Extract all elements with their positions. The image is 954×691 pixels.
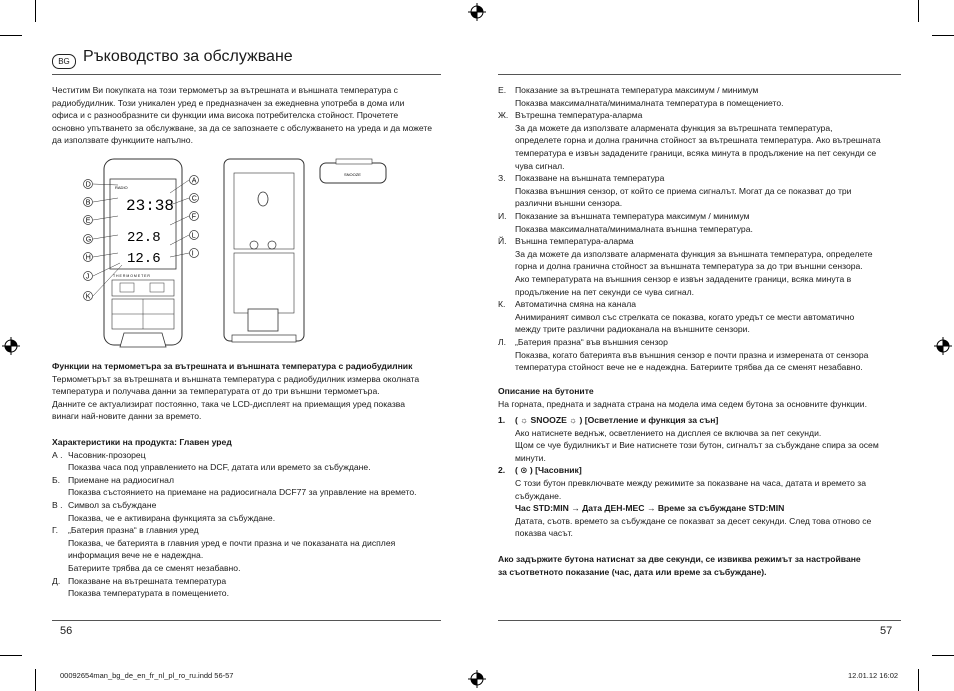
feature-desc: Ако температурата на външния сензор е извън зададените граници, всяка минута в <box>515 274 852 284</box>
feature-title: Показание за външната температура максимум / минимум <box>515 211 750 221</box>
buttons-intro: На горната, предната и задната страна на модела има седем бутона за основните функции. <box>498 398 867 409</box>
feature-desc: чува сигнал. <box>515 160 565 171</box>
file-slug: 00092654man_bg_de_en_fr_nl_pl_ro_ru.indd 56-57 <box>60 671 234 680</box>
feature-desc: Батериите трябва да се сменят незабавно. <box>68 563 241 573</box>
crop-mark <box>0 35 22 36</box>
label-left: K <box>85 293 91 301</box>
feature-title: „Батерия празна“ в главния уред <box>68 525 199 536</box>
feature-desc: За да можете да използвате алармената функция за външната температура, определете <box>515 248 873 259</box>
button2-desc: Датата, съотв. времето за събуждане се показват за десет секунди. След това отново се <box>515 515 872 526</box>
feature-letter: В . <box>52 500 63 510</box>
feature-title: Приемане на радиосигнал <box>68 474 174 485</box>
intro-line: радиобудилник. Този уникален уред е предназначен за ежедневна употреба в дома или <box>52 97 405 108</box>
brand-strip: T H E R M O M E T E R <box>113 274 150 278</box>
intro-line: основно упътването за обслужване, за да се запознаете с обслужването на уреда и да можете <box>52 122 433 133</box>
functions-line: Термометърът за вътрешната и външната температура с радиобудилник измерва околната <box>52 373 420 384</box>
feature-desc: Показва, че батерията в главния уред е почти празна и че показаната на дисплея <box>68 537 396 548</box>
feature-letter: А . <box>52 449 63 460</box>
label-right: L <box>191 232 196 240</box>
page-title: Ръководство за обслужване <box>83 48 293 65</box>
button2-number: 2. <box>498 465 506 476</box>
feature-letter: Ж. <box>498 110 509 121</box>
feature-desc: За да можете да използвате алармената функция за вътрешната температура, <box>515 122 833 133</box>
feature-letter: Й. <box>498 236 507 247</box>
registration-mark-icon <box>468 670 486 688</box>
functions-heading: Функции на термометъра за вътрешната и външната температура с радиобудилник <box>52 361 413 371</box>
label-left: E <box>85 217 91 225</box>
svg-text:RADIO: RADIO <box>115 185 128 190</box>
feature-title: Показване на външната температура <box>515 173 665 184</box>
button1-desc: минути. <box>515 452 546 463</box>
crop-mark <box>35 0 36 22</box>
feature-desc: горна и долна гранична стойност за външната температура за до три външни сензора. <box>515 261 863 272</box>
button2-title: ( ⊙ ) [Часовник] <box>515 465 582 476</box>
buttons-heading: Описание на бутоните <box>498 386 594 396</box>
feature-title: Часовник-прозорец <box>68 449 146 460</box>
feature-desc: Показва, когато батерията във външния сензор е почти празна и измерената от сензора <box>515 349 869 360</box>
label-left: D <box>85 181 91 189</box>
functions-line: Данните се актуализират постоянно, така че LCD-дисплеят на приемащия уред показва <box>52 398 406 409</box>
label-left: G <box>85 236 92 244</box>
feature-desc: Показва температурата в помещението. <box>68 588 229 599</box>
feature-letter: Г. <box>52 525 58 536</box>
back-unit <box>224 159 304 342</box>
button2-desc: С този бутон превключвате между режимите за показване на часа, датата и времето за <box>515 478 867 488</box>
intro-line: Честитим Ви покупката на този термометър за вътрешната и външната температура с <box>52 85 398 95</box>
features-heading: Характеристики на продукта: Главен уред <box>52 437 232 447</box>
feature-title: Автоматична смяна на канала <box>515 299 637 310</box>
feature-desc: информация вече не е надеждна. <box>68 550 204 561</box>
feature-letter: Б. <box>52 474 61 485</box>
label-left: J <box>85 273 90 281</box>
feature-letter: И. <box>498 211 507 221</box>
crop-mark <box>0 655 22 656</box>
feature-desc: Показва максималната/минималната външна температура. <box>515 223 753 234</box>
front-unit <box>104 159 182 347</box>
button2-sequence: Час STD:MIN → Дата ДЕН-МЕС → Време за събуждане STD:MIN <box>515 503 785 514</box>
feature-title: Външна температура-аларма <box>515 236 634 247</box>
crop-mark <box>918 669 919 691</box>
feature-letter: З. <box>498 173 506 184</box>
feature-desc: Показва, че е активирана функцията за събуждане. <box>68 512 276 523</box>
feature-title: „Батерия празна“ във външния сензор <box>515 337 668 347</box>
registration-mark-icon <box>2 337 20 355</box>
label-right: A <box>191 177 197 185</box>
feature-desc: Показва външния сензор, от който се приема сигналът. Могат да се показват до три <box>515 185 852 196</box>
feature-desc: Показва състоянието на приемане на радиосигнала DCF77 за управление на времето. <box>68 487 417 498</box>
button1-desc: Ако натиснете веднъж, осветлението на дисплея се включва за пет секунди. <box>515 427 822 438</box>
registration-mark-icon <box>468 3 486 21</box>
crop-mark <box>35 669 36 691</box>
label-right: F <box>191 213 197 221</box>
feature-title: Показване на вътрешната температура <box>68 575 227 586</box>
header-rule-left <box>52 74 441 75</box>
intro-line: офиса и с разнообразните си функции има висока потребителска стойност. Прочетете <box>52 110 399 121</box>
label-right: C <box>191 195 197 203</box>
button2-desc: показва часът. <box>515 528 573 539</box>
feature-title: Вътрешна температура-аларма <box>515 110 643 121</box>
language-badge: BG <box>52 54 76 69</box>
lcd-temp-in: 22.8 <box>127 230 161 246</box>
button1-title: ( ☼ SNOOZE ☼ ) [Осветление и функция за сън] <box>515 415 719 425</box>
feature-desc: продължение на пет секунди се чува сигнал. <box>515 286 695 297</box>
registration-mark-icon <box>934 337 952 355</box>
top-view <box>320 159 386 183</box>
snooze-label: SNOOZE <box>344 172 361 177</box>
label-left: B <box>85 199 91 207</box>
feature-desc: Показва максималната/минималната температура в помещението. <box>515 97 784 108</box>
feature-desc: различни външни сензора. <box>515 198 623 209</box>
feature-desc: температура е извън зададените граници, всяка минута в продължение на пет секунди се <box>515 148 877 158</box>
feature-desc: определете горна и долна гранична стойност за вътрешната температура. Ако вътрешната <box>515 135 881 146</box>
intro-line: да използвате функциите напълно. <box>52 135 193 146</box>
crop-mark <box>932 655 954 656</box>
page-number-right: 57 <box>880 625 893 637</box>
crop-mark <box>918 0 919 22</box>
functions-line: винаги най-новите данни за времето. <box>52 411 202 422</box>
feature-letter: К. <box>498 299 506 310</box>
label-right: I <box>191 250 194 258</box>
timestamp-slug: 12.01.12 16:02 <box>848 671 899 680</box>
feature-desc: между трите различни радиоканала на външните сензори. <box>515 324 750 335</box>
lcd-temp-out: 12.6 <box>127 251 161 267</box>
feature-desc: Показва часа под управлението на DCF, датата или времето за събуждане. <box>68 462 371 473</box>
crop-mark <box>932 35 954 36</box>
feature-title: Символ за събуждане <box>68 500 157 510</box>
functions-line: температура и получава данни за температурата от до три външни термометъра. <box>52 386 380 397</box>
feature-title: Показание за вътрешната температура максимум / минимум <box>515 85 759 95</box>
lcd-time: 23:38 <box>126 197 175 215</box>
device-diagram <box>82 153 442 351</box>
header-rule-right <box>498 74 901 75</box>
feature-desc: Анимираният символ със стрелката се показва, когато уредът се мести автоматично <box>515 311 855 322</box>
hold-note: за съответното показание (час, дата или време за събуждане). <box>498 566 767 577</box>
feature-letter: Д. <box>52 575 61 586</box>
button1-desc: Щом се чуе будилникът и Вие натиснете този бутон, сигналът за събуждане спира за осем <box>515 440 879 451</box>
footer-rule-right <box>498 620 901 621</box>
label-left: H <box>85 254 91 262</box>
footer-rule-left <box>52 620 441 621</box>
feature-letter: Л. <box>498 337 507 347</box>
button2-desc: събуждане. <box>515 490 562 501</box>
button1-number: 1. <box>498 415 506 425</box>
feature-letter: Е. <box>498 85 507 95</box>
hold-note: Ако задържите бутона натиснат за две секунди, се извиква режимът за настройване <box>498 554 861 564</box>
feature-desc: температура стойност вече не е надеждна. Батериите трябва да се сменят незабавно. <box>515 362 863 373</box>
page-number-left: 56 <box>60 625 73 637</box>
